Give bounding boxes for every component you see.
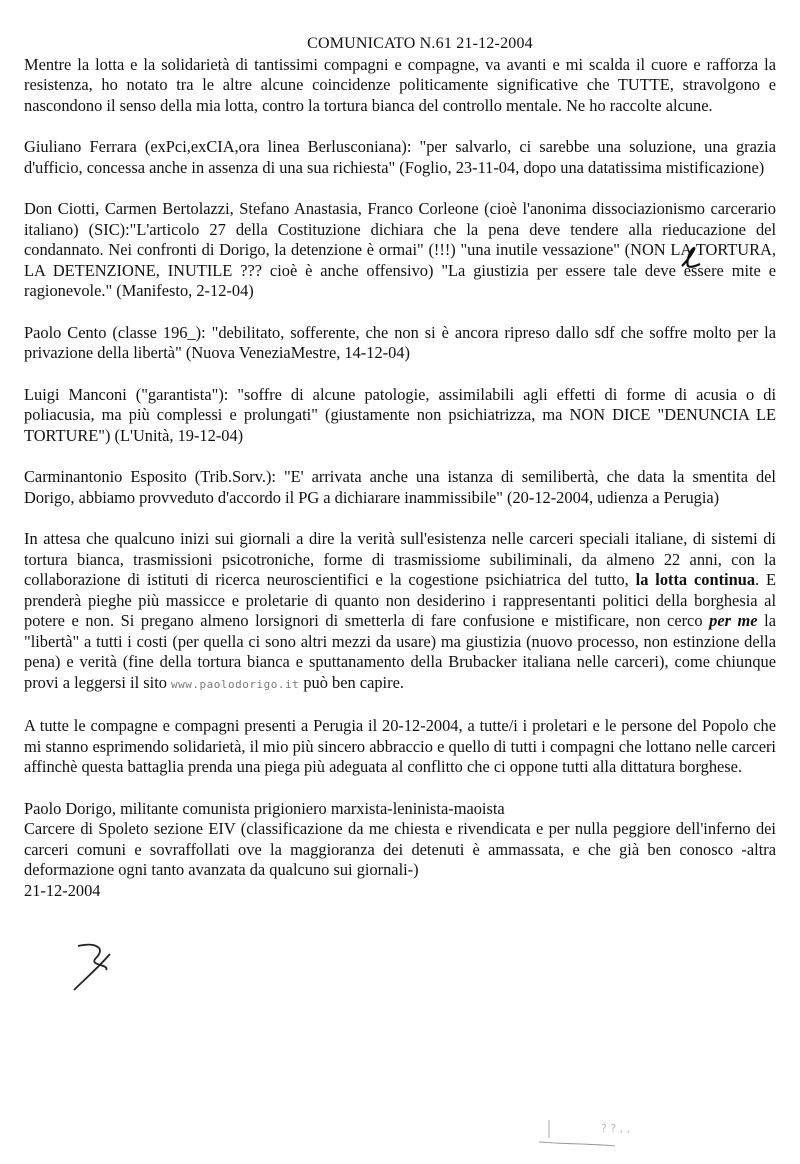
svg-text:? ? , ,: ? ? , , bbox=[601, 1122, 631, 1135]
document-title: COMUNICATO N.61 21-12-2004 bbox=[307, 35, 533, 52]
signature-name-line: Paolo Dorigo, militante comunista prigioniero marxista-leninista-maoista bbox=[24, 798, 505, 818]
intro-paragraph: Mentre la lotta e la solidarietà di tantissimi compagni e compagne, va avanti e mi scalda il cuore e rafforza la resistenza, ho notato tra le altre alcune coincidenze politicamente significative che TUTTE, stravolgono e nascondono il senso della mia lotta, contro la tortura bianca del controllo mentale. Ne ho raccolte alcune. bbox=[24, 54, 776, 115]
ciotti-paragraph: Don Ciotti, Carmen Bertolazzi, Stefano Anastasia, Franco Corleone (cioè l'anonima dissociazionismo carcerario italiano) (SIC):"L'articolo 27 della Costituzione dichiara che la pena deve tendere alla rieducazione del condannato. Nei confronti di Dorigo, la detenzione è ormai" (!!!) "una inutile vessazione" (NON LA TORTURA, LA DETENZIONE, INUTILE ??? cioè è anche offensivo) "La giustizia per essere tale deve essere mite e ragionevole." (Manifesto, 2-12-04) bbox=[24, 199, 776, 300]
attesa-paragraph bbox=[24, 529, 776, 695]
esposito-paragraph: Carminantonio Esposito (Trib.Sorv.): "E' arrivata anche una istanza di semilibertà, che data la smentita del Dorigo, abbiamo provveduto d'accordo il PG a dichiarare inammissibile" (20-12-2004, udienza a Perugia) bbox=[24, 467, 776, 507]
attesa-text-4: può ben capire. bbox=[299, 672, 404, 692]
website-link[interactable]: www.paolodorigo.it bbox=[171, 677, 300, 691]
signature-date: 21-12-2004 bbox=[24, 880, 101, 900]
saluti-paragraph: A tutte le compagne e compagni presenti a Perugia il 20-12-2004, a tutte/i i proletari e le persone del Popolo che mi stanno esprimendo solidarietà, il mio più sincero abbraccio e quello di tutti i compagni che lottano nelle carceri affinchè questa battaglia prenda una piega più adeguata al conflitto che ci oppone tutti alla dittatura borghese. bbox=[24, 716, 776, 776]
attesa-text-1: In attesa che qualcuno inizi sui giornali a dire la verità sull'esistenza nelle carceri speciali italiane, di sistemi di tortura bianca, trasmissioni psicotroniche, forme di trasmissiome subiliminali, da almeno 22 anni, con la collaborazione di istituti di ricerca neuroscientifici e la cogestione psichiatrica del tutto, bbox=[24, 529, 776, 589]
attesa-text-3: la "libertà" a tutti i costi (per quella ci sono altri mezzi da usare) ma giustizia (nuovo processo, non estinzione della pena) e verità (fine della tortura bianca e sputtanamento della Brubacker italiana nelle carceri), come chiunque provi a leggersi il sito bbox=[24, 611, 777, 692]
manconi-paragraph: Luigi Manconi ("garantista"): "soffre di alcune patologie, assimilabili agli effetti di forme di acusia o di poliacusia, ma più complessi e prolungati" (giustamente non psichiatrizza, ma NON DICE "DENUNCIA LE TORTURE") (L'Unità, 19-12-04) bbox=[24, 384, 776, 445]
document-page bbox=[24, 34, 776, 901]
attesa-text-2: . E prenderà pieghe più massicce e proletarie di quanto non desiderino i rappresentanti politici della borghesia al potere e non. Si pregano almeno lorsignori di smetterla di fare confusione e mistificare, non cerco bbox=[24, 570, 776, 630]
attesa-bold-text: la lotta continua bbox=[635, 570, 756, 589]
handwritten-signature-mark bbox=[66, 940, 126, 1002]
attesa-emphasis-text: per me bbox=[709, 611, 758, 630]
ferrara-paragraph: Giuliano Ferrara (exPci,exCIA,ora linea Berlusconiana): "per salvarlo, ci sarebbe una soluzione, una grazia d'ufficio, concessa anche in assenza di una sua richiesta" (Foglio, 23-11-04, dopo una datatissima mistificazione) bbox=[24, 137, 776, 177]
cento-paragraph: Paolo Cento (classe 196_): "debilitato, sofferente, che non si è ancora ripreso dallo sdf che soffre molto per la privazione della libertà" (Nuova VeneziaMestre, 14-12-04) bbox=[24, 322, 776, 362]
handwritten-l-mark bbox=[676, 244, 704, 272]
faint-pencil-marks bbox=[535, 1118, 655, 1148]
signature-address-line: Carcere di Spoleto sezione EIV (classificazione da me chiesta e rivendicata e per nulla peggiore dell'inferno dei carceri comuni e sovraffollati ove la maggioranza dei detenuti è ammassata, e che già ben conosco -altra deformazione ogni tanto avanzata da qualcuno sui giornali-) bbox=[24, 819, 776, 879]
